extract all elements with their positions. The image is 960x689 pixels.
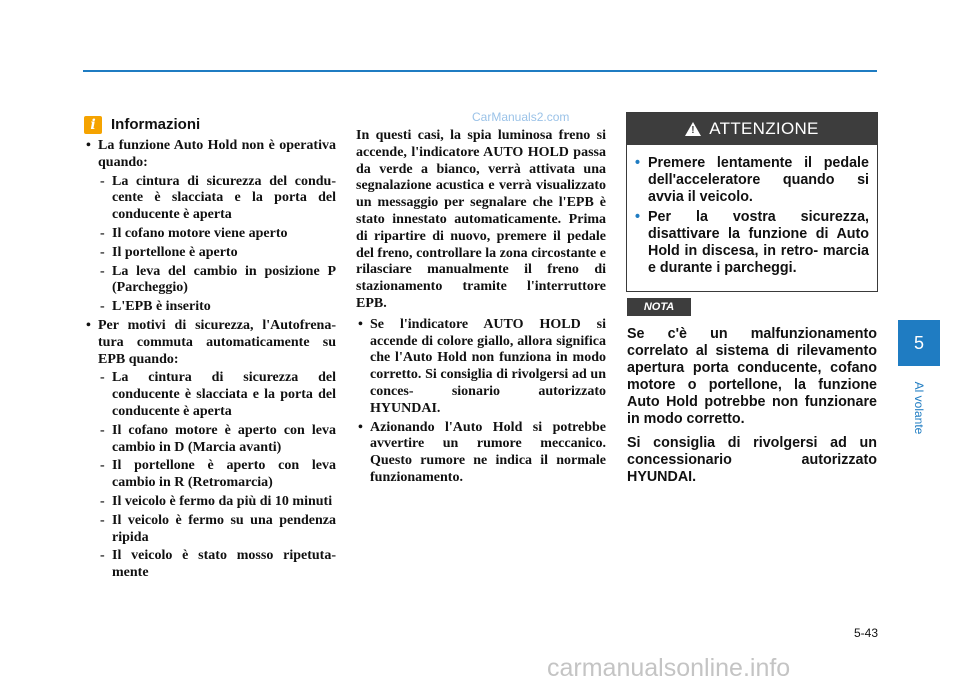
warning-icon-glyph: ! xyxy=(691,125,695,136)
warning-triangle-icon xyxy=(685,122,701,136)
list-item: - Il veicolo è fermo da più di 10 minuti xyxy=(98,494,336,511)
chapter-label: Al volante xyxy=(912,381,926,435)
info-sublist-1 xyxy=(98,174,336,316)
middle-column xyxy=(356,128,606,489)
warning-title: ATTENZIONE xyxy=(709,119,819,138)
middle-paragraph: In questi casi, la spia luminosa freno si accende, l'indicatore AUTO HOLD passa da verde a bianco, verrà attivata una segnalazione acustica e verrà visualizzato un messaggio per segnalare che l'EPB è stato innestato automaticamente. Prima di ripartire di nuovo, premere il pedale del freno, controllare la zona circostante e rilasciare manualmente il freno di stazionamento tramite l'interruttore EPB. xyxy=(356,128,606,311)
list-item: - Il cofano motore viene aperto xyxy=(98,226,336,243)
list-item: - Il veicolo è stato mosso ripetuta- mente xyxy=(98,548,336,582)
list-item: - Il cofano motore è aperto con leva cambio in D (Marcia avanti) xyxy=(98,423,336,457)
info-bullet-list xyxy=(84,138,336,582)
nota-paragraph-2: Si consiglia di rivolgersi ad un concessionario autorizzato HYUNDAI. xyxy=(627,435,877,485)
list-item: • Per la vostra sicurezza, disattivare la funzione di Auto Hold in discesa, in retro- marcia e durante i parcheggi. xyxy=(635,209,869,277)
list-item: • Premere lentamente il pedale dell'acceleratore quando si avvia il veicolo. xyxy=(635,155,869,206)
list-item: - La cintura di sicurezza del condu- cente è slacciata e la porta del conducente è aperta xyxy=(98,174,336,224)
chapter-tab: 5 xyxy=(898,320,940,366)
middle-bullet-list xyxy=(356,317,606,487)
warning-header xyxy=(627,113,877,145)
list-item: - Il veicolo è fermo su una pendenza ripida xyxy=(98,513,336,547)
nota-paragraph-1: Se c'è un malfunzionamento correlato al sistema di rilevamento apertura porta conducente, cofano motore o portellone, la funzione Auto Hold potrebbe non funzionare in modo corretto. xyxy=(627,326,877,427)
info-icon: i xyxy=(84,116,102,134)
info-heading xyxy=(84,116,336,134)
nota-text xyxy=(627,326,877,493)
info-sublist-2 xyxy=(98,370,336,582)
warning-body xyxy=(627,145,877,277)
list-item xyxy=(84,318,336,582)
watermark-top: CarManuals2.com xyxy=(472,110,570,124)
info-bullet-1: La funzione Auto Hold non è operativa quando: xyxy=(98,138,336,170)
list-item: • Se l'indicatore AUTO HOLD si accende di colore giallo, allora significa che l'Auto Hold non funziona in modo corretto. Si consiglia di rivolgersi ad un conces- sionario autorizzato HYUNDAI. xyxy=(356,317,606,418)
list-item: - La leva del cambio in posizione P (Parcheggio) xyxy=(98,264,336,298)
list-item: - Il portellone è aperto con leva cambio in R (Retromarcia) xyxy=(98,458,336,492)
info-bullet-2: Per motivi di sicurezza, l'Autofrena- tura commuta automaticamente su EPB quando: xyxy=(98,317,336,367)
list-item: • Azionando l'Auto Hold si potrebbe avvertire un rumore meccanico. Questo rumore ne indica il normale funzionamento. xyxy=(356,420,606,487)
info-column xyxy=(84,116,336,584)
list-item xyxy=(84,138,336,316)
list-item: - La cintura di sicurezza del conducente è slacciata e la porta del conducente è aperta xyxy=(98,370,336,420)
top-rule xyxy=(83,70,877,72)
info-title: Informazioni xyxy=(111,115,201,133)
watermark-bottom: carmanualsonline.info xyxy=(547,654,791,682)
warning-box xyxy=(626,112,878,292)
page-number: 5-43 xyxy=(853,626,878,640)
nota-label: NOTA xyxy=(627,298,691,316)
list-item: - Il portellone è aperto xyxy=(98,245,336,262)
warning-list xyxy=(635,155,869,277)
list-item: - L'EPB è inserito xyxy=(98,299,336,316)
